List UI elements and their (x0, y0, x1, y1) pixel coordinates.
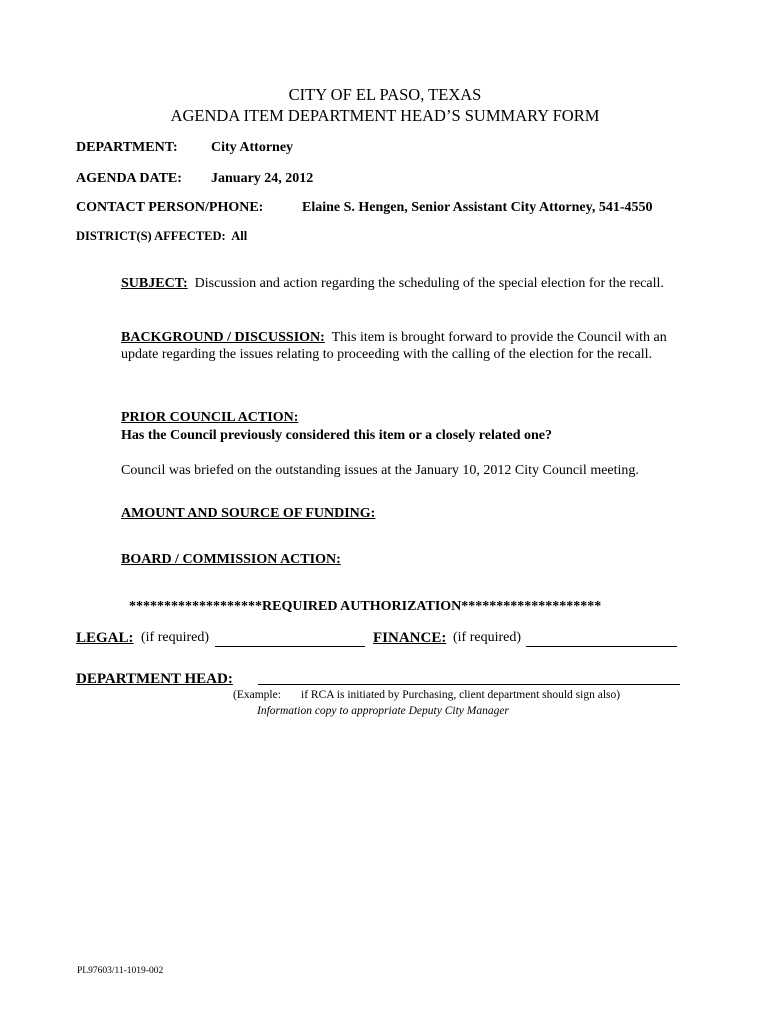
header-city: CITY OF EL PASO, TEXAS (288, 85, 482, 104)
legal-signature-line[interactable] (215, 646, 365, 647)
district-value: All (231, 229, 248, 243)
department-head-label: DEPARTMENT HEAD: (76, 671, 233, 687)
footer-code: PL97603/11-1019-002 (77, 966, 164, 976)
example-text: if RCA is initiated by Purchasing, client department should sign also) (301, 689, 621, 701)
legal-label: LEGAL: (76, 630, 134, 646)
agenda-date-label: AGENDA DATE: (76, 171, 182, 186)
district-line (76, 229, 247, 244)
department-value: City Attorney (211, 140, 294, 155)
prior-action-label: PRIOR COUNCIL ACTION: (121, 410, 299, 425)
contact-value: Elaine S. Hengen, Senior Assistant City Attorney, 541-4550 (302, 200, 653, 215)
funding-label: AMOUNT AND SOURCE OF FUNDING: (121, 506, 376, 521)
subject-paragraph (121, 275, 701, 292)
header-form-title: AGENDA ITEM DEPARTMENT HEAD’S SUMMARY FORM (170, 106, 600, 125)
legal-note: (if required) (141, 630, 210, 645)
finance-label: FINANCE: (373, 630, 447, 646)
department-label: DEPARTMENT: (76, 140, 178, 155)
required-authorization-banner: *******************REQUIRED AUTHORIZATION******************** (129, 599, 602, 614)
prior-action-question: Has the Council previously considered this item or a closely related one? (121, 428, 553, 443)
agenda-date-value: January 24, 2012 (211, 171, 314, 186)
contact-label: CONTACT PERSON/PHONE: (76, 200, 264, 215)
background-text: This item is brought forward to provide the Council with an update regarding the issues relating to proceeding with the calling of the election for the recall. (121, 330, 667, 362)
finance-note: (if required) (453, 630, 522, 645)
example-prefix: (Example: (233, 689, 281, 701)
subject-text: Discussion and action regarding the scheduling of the special election for the recall. (194, 276, 664, 291)
department-head-signature-line[interactable] (258, 684, 680, 685)
background-paragraph (121, 329, 701, 363)
board-label: BOARD / COMMISSION ACTION: (121, 552, 341, 567)
prior-action-answer: Council was briefed on the outstanding issues at the January 10, 2012 City Council meeting. (121, 463, 639, 478)
info-copy-note: Information copy to appropriate Deputy City Manager (257, 705, 509, 717)
district-label: DISTRICT(S) AFFECTED: (76, 229, 226, 243)
background-label: BACKGROUND / DISCUSSION: (121, 330, 325, 345)
subject-label: SUBJECT: (121, 276, 188, 291)
finance-signature-line[interactable] (526, 646, 677, 647)
